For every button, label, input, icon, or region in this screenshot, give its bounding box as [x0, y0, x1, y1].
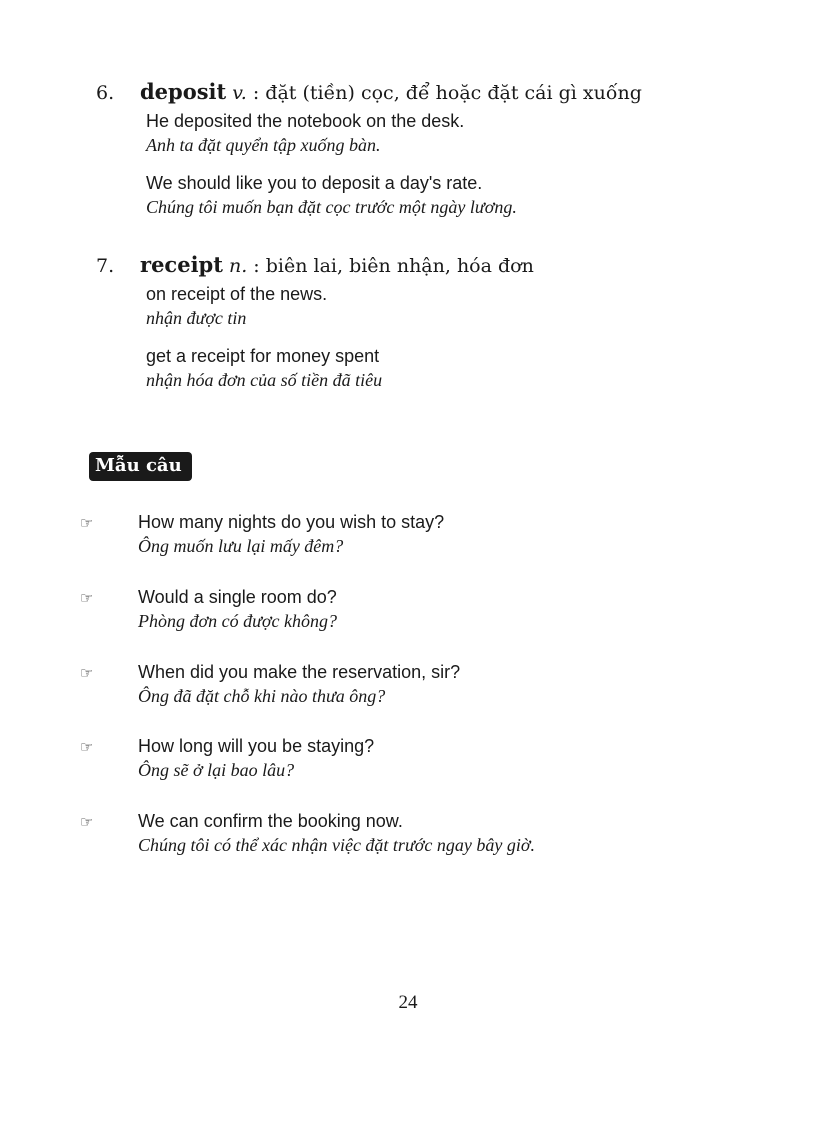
sentence-vietnamese: Chúng tôi có thể xác nhận việc đặt trước ngay bây giờ. [138, 835, 535, 855]
example-vietnamese: nhận được tin [146, 308, 247, 328]
entry-word: deposit [140, 79, 227, 104]
entry-heading [96, 253, 736, 278]
example-vietnamese: Anh ta đặt quyển tập xuống bàn. [146, 135, 381, 155]
page-number: 24 [398, 992, 418, 1013]
entry-part-of-speech: v. [232, 82, 247, 104]
pointing-hand-icon: ☞ [80, 664, 94, 682]
sentence-english: Would a single room do? [138, 587, 337, 607]
pointing-hand-icon: ☞ [80, 589, 94, 607]
vocab-entry [96, 253, 736, 392]
pointing-hand-icon: ☞ [80, 514, 94, 532]
sentence-english: How many nights do you wish to stay? [138, 512, 445, 532]
example-pair [146, 282, 736, 330]
sentence-vietnamese: Phòng đơn có được không? [138, 611, 337, 631]
sample-sentence [80, 809, 740, 857]
sentence-vietnamese: Ông đã đặt chỗ khi nào thưa ông? [138, 686, 386, 706]
example-english: get a receipt for money spent [146, 346, 380, 366]
sentence-english: When did you make the reservation, sir? [138, 662, 461, 682]
entry-word: receipt [140, 252, 223, 277]
sentence-vietnamese: Ông muốn lưu lại mấy đêm? [138, 536, 344, 556]
example-pair [146, 109, 736, 157]
pointing-hand-icon: ☞ [80, 813, 94, 831]
entry-part-of-speech: n. [228, 255, 248, 277]
sample-sentence [80, 510, 740, 558]
example-pair [146, 171, 736, 219]
sentence-english: How long will you be staying? [138, 736, 375, 756]
example-pair [146, 344, 736, 392]
example-vietnamese: Chúng tôi muốn bạn đặt cọc trước một ngày lương. [146, 197, 517, 217]
pointing-hand-icon: ☞ [80, 738, 94, 756]
vocab-entry [96, 80, 736, 219]
entry-definition: : biên lai, biên nhận, hóa đơn [247, 255, 534, 277]
example-english: on receipt of the news. [146, 284, 328, 304]
example-english: We should like you to deposit a day's rate. [146, 173, 483, 193]
sentence-english: We can confirm the booking now. [138, 811, 403, 831]
sample-sentence [80, 660, 740, 708]
example-vietnamese: nhận hóa đơn của số tiền đã tiêu [146, 370, 383, 390]
entry-heading [96, 80, 736, 105]
entry-number: 6. [96, 82, 115, 104]
section-label: Mẫu câu [89, 452, 192, 481]
sample-sentence [80, 585, 740, 633]
entry-number: 7. [96, 255, 115, 277]
sentence-vietnamese: Ông sẽ ở lại bao lâu? [138, 760, 295, 780]
entry-definition: : đặt (tiền) cọc, để hoặc đặt cái gì xuống [246, 82, 642, 104]
sample-sentence [80, 734, 740, 782]
example-english: He deposited the notebook on the desk. [146, 111, 465, 131]
